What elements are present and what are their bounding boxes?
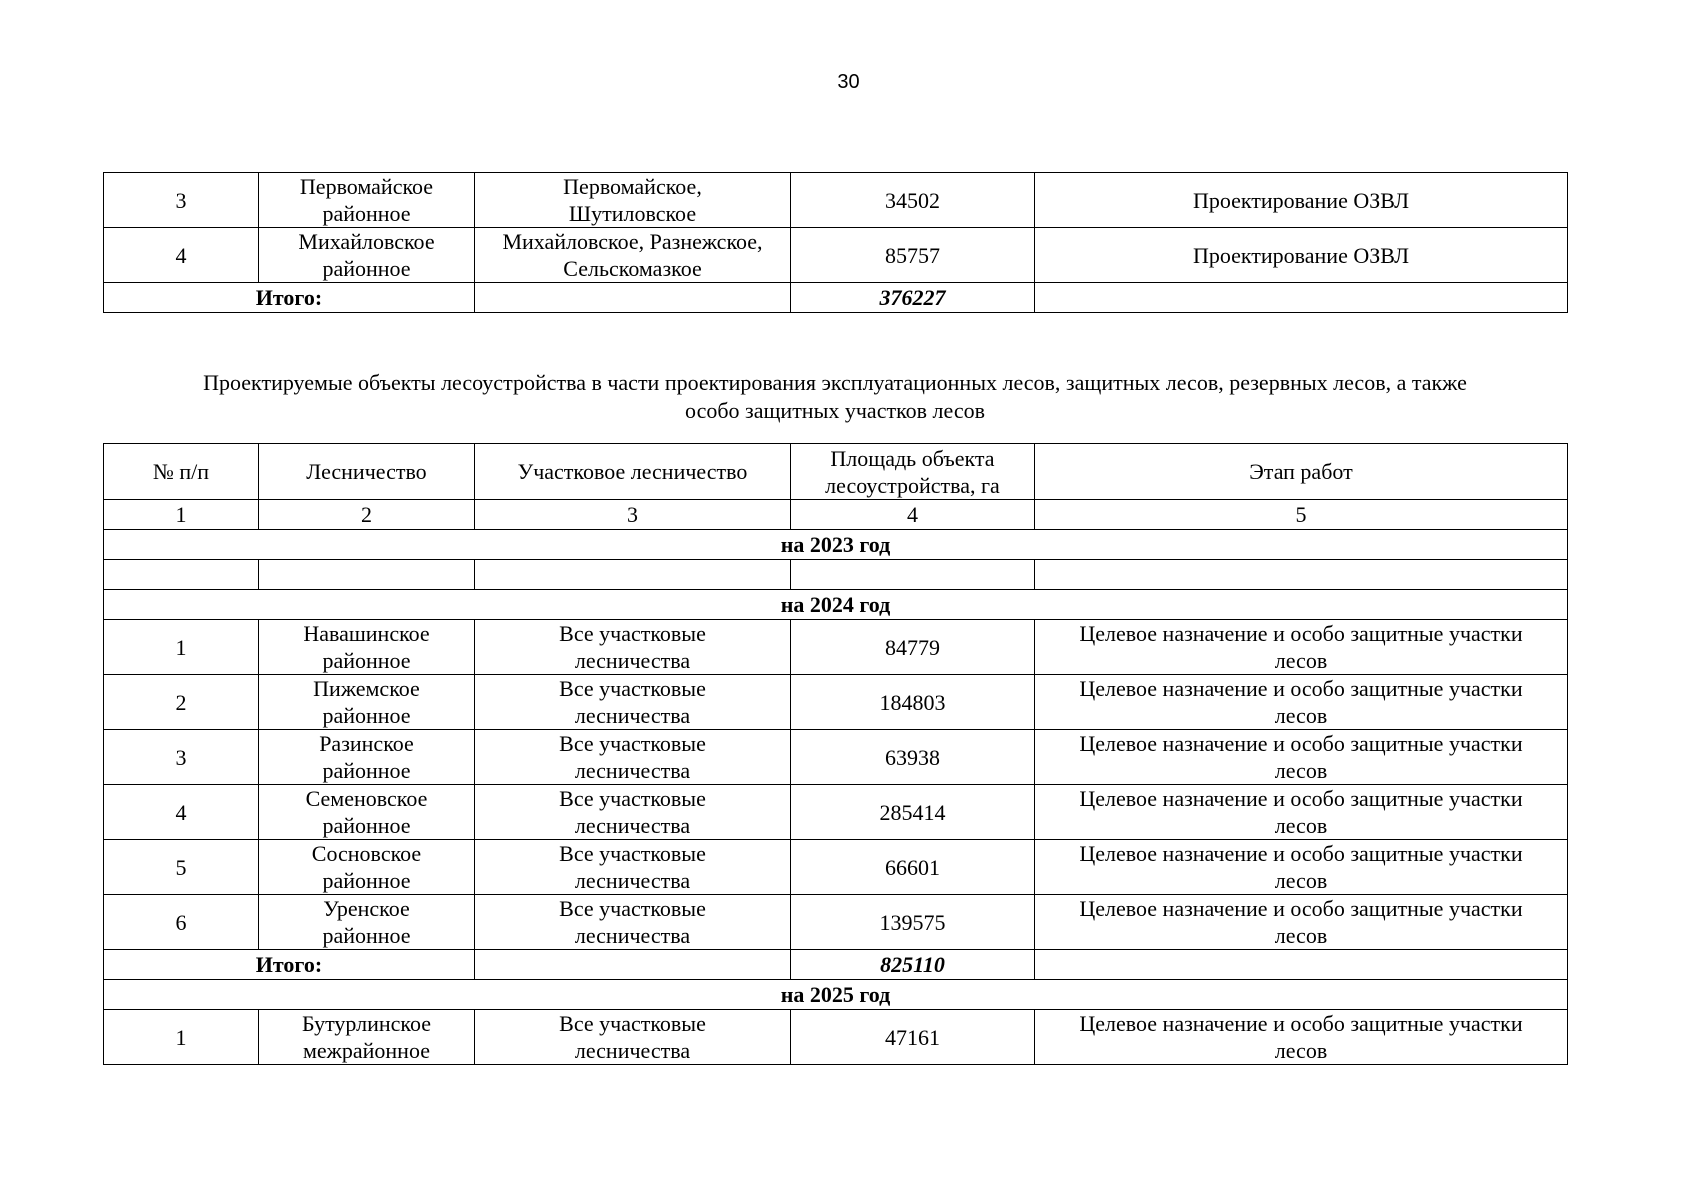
row-number: 6 (104, 895, 259, 950)
empty-cell (259, 560, 475, 590)
stage-cell: Проектирование ОЗВЛ (1035, 228, 1568, 283)
table-row (104, 620, 1568, 675)
empty-cell (1035, 283, 1568, 313)
header-stage: Этап работ (1035, 444, 1568, 500)
continued-table (103, 172, 1568, 313)
page-number: 30 (837, 71, 860, 93)
stage-cell: Целевое назначение и особо защитные участки лесов (1035, 675, 1568, 730)
empty-cell (475, 560, 791, 590)
column-number-row (104, 500, 1568, 530)
header-district: Участковое лесничество (475, 444, 791, 500)
area-cell: 184803 (791, 675, 1035, 730)
col-number: 5 (1035, 500, 1568, 530)
district-cell: Все участковые лесничества (475, 620, 791, 675)
col-number: 4 (791, 500, 1035, 530)
row-number: 4 (104, 228, 259, 283)
year-row (104, 980, 1568, 1010)
empty-cell (475, 283, 791, 313)
total-row (104, 950, 1568, 980)
year-heading: на 2025 год (104, 980, 1568, 1010)
col-number: 1 (104, 500, 259, 530)
table-row (104, 1010, 1568, 1065)
forestry-cell: Семеновское районное (259, 785, 475, 840)
area-cell: 34502 (791, 173, 1035, 228)
col-number: 2 (259, 500, 475, 530)
area-cell: 63938 (791, 730, 1035, 785)
total-row (104, 283, 1568, 313)
empty-cell (104, 560, 259, 590)
stage-cell: Целевое назначение и особо защитные участки лесов (1035, 1010, 1568, 1065)
empty-cell (1035, 950, 1568, 980)
col-number: 3 (475, 500, 791, 530)
area-cell: 66601 (791, 840, 1035, 895)
district-cell: Все участковые лесничества (475, 895, 791, 950)
stage-cell: Целевое назначение и особо защитные участки лесов (1035, 840, 1568, 895)
header-forestry: Лесничество (259, 444, 475, 500)
empty-cell (791, 560, 1035, 590)
forest-objects-table (103, 443, 1568, 1065)
district-cell: Все участковые лесничества (475, 1010, 791, 1065)
stage-cell: Целевое назначение и особо защитные участки лесов (1035, 730, 1568, 785)
district-cell: Михайловское, Разнежское, Сельскомазкое (475, 228, 791, 283)
forestry-cell: Первомайское районное (259, 173, 475, 228)
header-row (104, 444, 1568, 500)
stage-cell: Целевое назначение и особо защитные участки лесов (1035, 785, 1568, 840)
table-row (104, 840, 1568, 895)
year-heading: на 2023 год (104, 530, 1568, 560)
total-label: Итого: (104, 283, 475, 313)
header-num: № п/п (104, 444, 259, 500)
empty-row (104, 560, 1568, 590)
empty-cell (475, 950, 791, 980)
table-row (104, 173, 1568, 228)
table-row (104, 785, 1568, 840)
stage-cell: Целевое назначение и особо защитные участки лесов (1035, 620, 1568, 675)
year-heading: на 2024 год (104, 590, 1568, 620)
stage-cell: Проектирование ОЗВЛ (1035, 173, 1568, 228)
area-cell: 85757 (791, 228, 1035, 283)
section-caption: Проектируемые объекты лесоустройства в части проектирования эксплуатационных лесов, защитных лесов, резервных лесов, а также особо защитных участков лесов (203, 370, 1467, 423)
row-number: 1 (104, 1010, 259, 1065)
forestry-cell: Разинское районное (259, 730, 475, 785)
empty-cell (1035, 560, 1568, 590)
area-cell: 139575 (791, 895, 1035, 950)
table-row (104, 675, 1568, 730)
table-row (104, 895, 1568, 950)
row-number: 3 (104, 173, 259, 228)
district-cell: Все участковые лесничества (475, 785, 791, 840)
forestry-cell: Бутурлинское межрайонное (259, 1010, 475, 1065)
forestry-cell: Сосновское районное (259, 840, 475, 895)
total-value: 825110 (791, 950, 1035, 980)
row-number: 1 (104, 620, 259, 675)
forestry-cell: Михайловское районное (259, 228, 475, 283)
header-area: Площадь объекта лесоустройства, га (791, 444, 1035, 500)
district-cell: Все участковые лесничества (475, 675, 791, 730)
row-number: 4 (104, 785, 259, 840)
area-cell: 84779 (791, 620, 1035, 675)
year-row (104, 530, 1568, 560)
table-row (104, 228, 1568, 283)
stage-cell: Целевое назначение и особо защитные участки лесов (1035, 895, 1568, 950)
total-label: Итого: (104, 950, 475, 980)
row-number: 5 (104, 840, 259, 895)
table-row (104, 730, 1568, 785)
total-value: 376227 (791, 283, 1035, 313)
row-number: 3 (104, 730, 259, 785)
year-row (104, 590, 1568, 620)
area-cell: 285414 (791, 785, 1035, 840)
district-cell: Первомайское, Шутиловское (475, 173, 791, 228)
forestry-cell: Навашинское районное (259, 620, 475, 675)
forestry-cell: Пижемское районное (259, 675, 475, 730)
forestry-cell: Уренское районное (259, 895, 475, 950)
district-cell: Все участковые лесничества (475, 730, 791, 785)
row-number: 2 (104, 675, 259, 730)
district-cell: Все участковые лесничества (475, 840, 791, 895)
area-cell: 47161 (791, 1010, 1035, 1065)
